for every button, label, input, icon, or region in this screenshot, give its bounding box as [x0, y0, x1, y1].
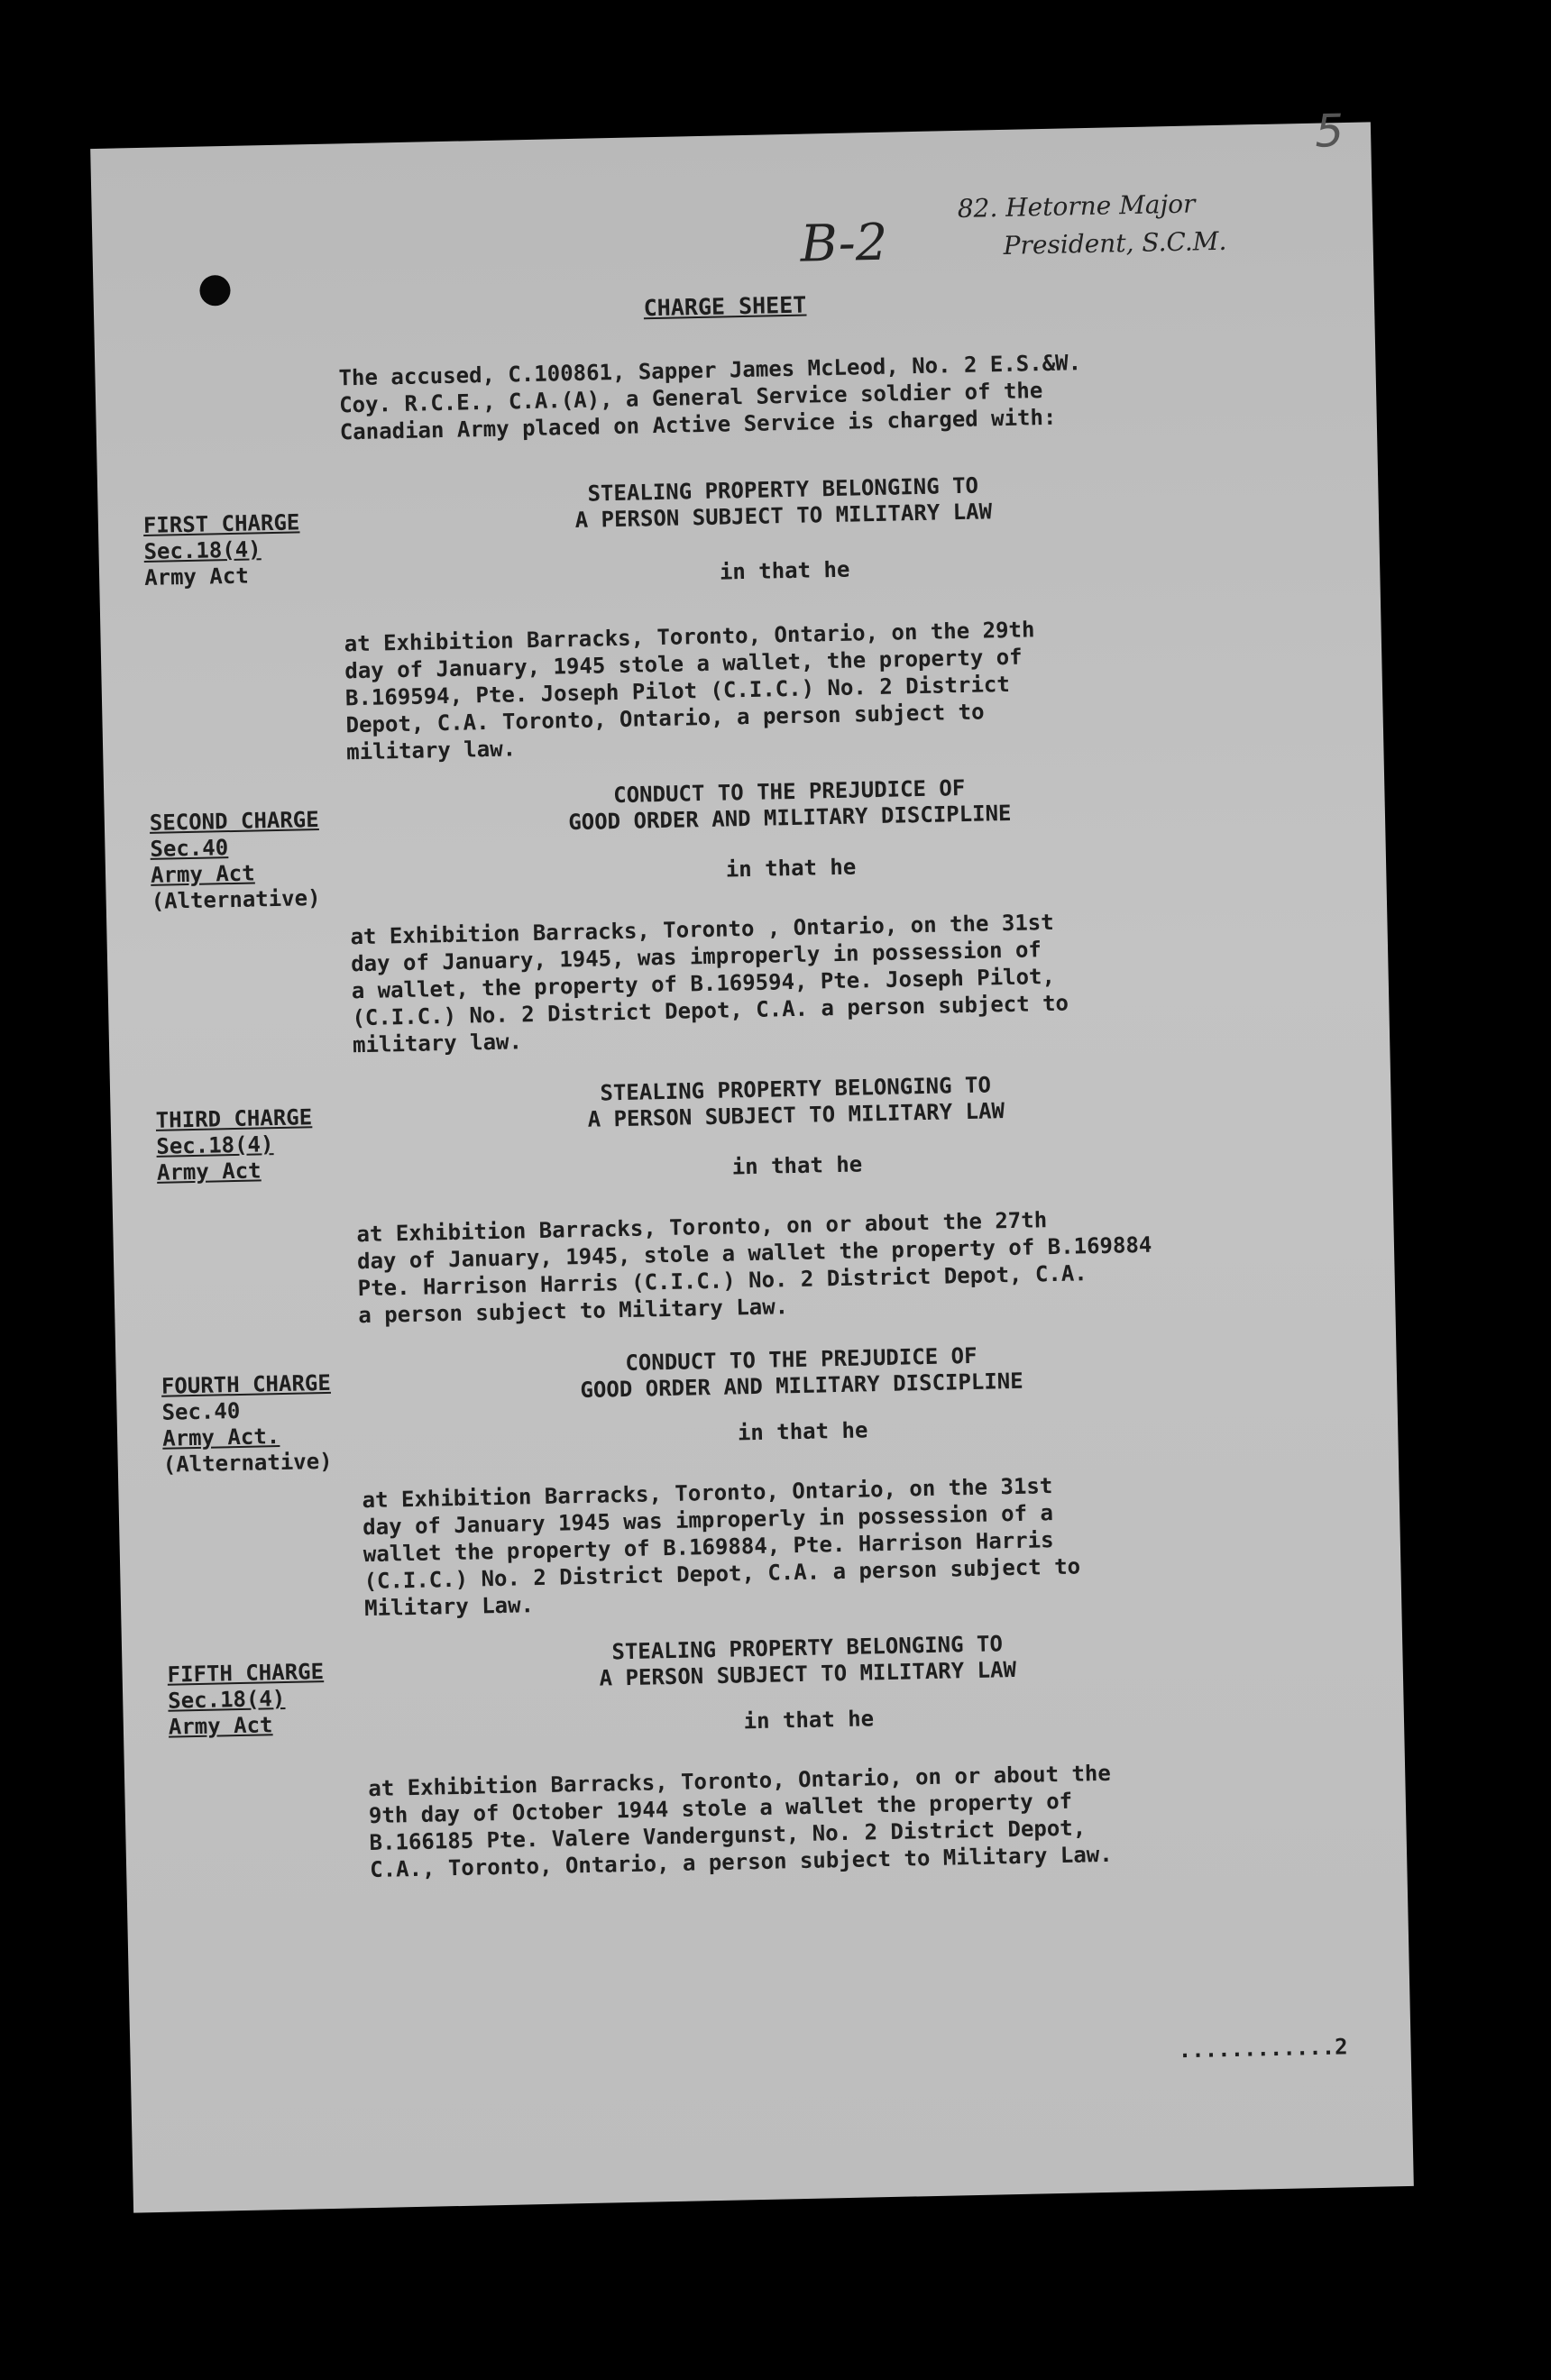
handwritten-file-mark: B-2	[799, 213, 888, 274]
charge-label-line: Army Act	[150, 860, 255, 888]
charge-label-line: THIRD CHARGE	[155, 1104, 313, 1133]
charge-label-line: SECOND CHARGE	[149, 806, 319, 836]
charge-label-line: Sec.18(4)	[156, 1131, 274, 1159]
charge-heading-line: CONDUCT TO THE PREJUDICE OF	[612, 774, 966, 809]
charge-label	[155, 1104, 313, 1186]
in-that-clause: in that he	[725, 854, 857, 883]
charge-label	[150, 807, 321, 915]
charge-label	[143, 509, 301, 591]
charge-heading	[383, 771, 1196, 840]
charge-label-line: Sec.18(4)	[167, 1685, 286, 1714]
handwritten-note-line-1: 82. Hetorne Major	[957, 188, 1196, 224]
handwritten-note-line-2: President, S.C.M.	[1003, 225, 1227, 261]
charge-text: at Exhibition Barracks, Toronto, Ontario, on the 31st day of January 1945 was improperly in possession of a wallet the property of B.169884, Pte. Harrison Harris (C.I.C.) No. 2 District Depot, C.A. a person subject to Military Law.	[362, 1473, 1081, 1622]
charge-label-line: FIRST CHARGE	[142, 509, 300, 538]
charge-heading-line: A PERSON SUBJECT TO MILITARY LAW	[587, 1098, 1005, 1132]
charge-heading	[401, 1626, 1214, 1696]
in-that-clause: in that he	[731, 1151, 863, 1180]
charge-heading	[390, 1068, 1202, 1138]
page-number: 5	[1314, 105, 1345, 158]
charge-heading	[377, 469, 1189, 538]
charge-heading-line: CONDUCT TO THE PREJUDICE OF	[625, 1342, 977, 1376]
charge-label-line: Army Act.	[161, 1423, 280, 1451]
charge-heading-line: GOOD ORDER AND MILITARY DISCIPLINE	[568, 800, 1012, 836]
punch-hole	[199, 275, 231, 307]
charge-label-line: FIFTH CHARGE	[167, 1659, 325, 1688]
charge-label-line: Army Act	[143, 563, 250, 590]
charge-heading-line: GOOD ORDER AND MILITARY DISCIPLINE	[580, 1368, 1023, 1404]
charge-label	[167, 1659, 325, 1741]
charge-text: at Exhibition Barracks, Toronto , Ontario, on the 31st day of January, 1945, was improperly in possession of a wallet, the property of B.169594, Pte. Joseph Pilot, (C.I.C.) No. 2 District Depot, C.A. a person subject to military law.	[350, 909, 1069, 1058]
continuation-marker: ............2	[1178, 2034, 1348, 2064]
charge-label-line: Army Act	[168, 1712, 273, 1740]
charge-text: at Exhibition Barracks, Toronto, Ontario, on the 29th day of January, 1945 stole a wallet, the property of B.169594, Pte. Joseph Pilot (C.I.C.) No. 2 District Depot, C.A. Toronto, Ontario, a person subject to military law.	[344, 617, 1035, 765]
charge-heading-line: STEALING PROPERTY BELONGING TO	[611, 1631, 1004, 1665]
document-page	[90, 105, 1414, 2212]
charge-text: at Exhibition Barracks, Toronto, Ontario, on or about the 9th day of October 1944 stole a wallet the property of B.166185 Pte. Valere Vandergunst, No. 2 District Depot, C.A., Toronto, Ontario, a person subject to Military Law.	[368, 1760, 1113, 1883]
charge-heading-line: STEALING PROPERTY BELONGING TO	[600, 1072, 992, 1106]
charge-label-line: (Alternative)	[162, 1448, 333, 1478]
charge-label-line: Sec.40	[150, 835, 229, 862]
charge-label-line: FOURTH CHARGE	[161, 1369, 332, 1399]
in-that-clause: in that he	[743, 1706, 875, 1735]
in-that-clause: in that he	[737, 1417, 868, 1446]
charge-label-line: (Alternative)	[151, 884, 321, 914]
charge-heading-line: A PERSON SUBJECT TO MILITARY LAW	[574, 499, 993, 533]
intro-paragraph: The accused, C.100861, Sapper James McLeod, No. 2 E.S.&W. Coy. R.C.E., C.A.(A), a General Service soldier of the Canadian Army placed on Active Service is charged with:	[338, 350, 1082, 445]
charge-heading-line: STEALING PROPERTY BELONGING TO	[587, 472, 979, 507]
in-that-clause: in that he	[719, 556, 850, 585]
charge-label-line: Army Act	[156, 1158, 262, 1185]
charge-label	[161, 1370, 333, 1478]
charge-heading-line: A PERSON SUBJECT TO MILITARY LAW	[599, 1656, 1017, 1691]
charge-label-line: Sec.40	[161, 1397, 241, 1425]
document-title: CHARGE SHEET	[643, 291, 807, 322]
charge-heading	[395, 1338, 1207, 1407]
charge-text: at Exhibition Barracks, Toronto, on or about the 27th day of January, 1945, stole a wallet the property of B.169884 Pte. Harrison Harris (C.I.C.) No. 2 District Depot, C.A. a person subject to Military Law.	[356, 1207, 1152, 1329]
charge-label-line: Sec.18(4)	[143, 536, 262, 564]
